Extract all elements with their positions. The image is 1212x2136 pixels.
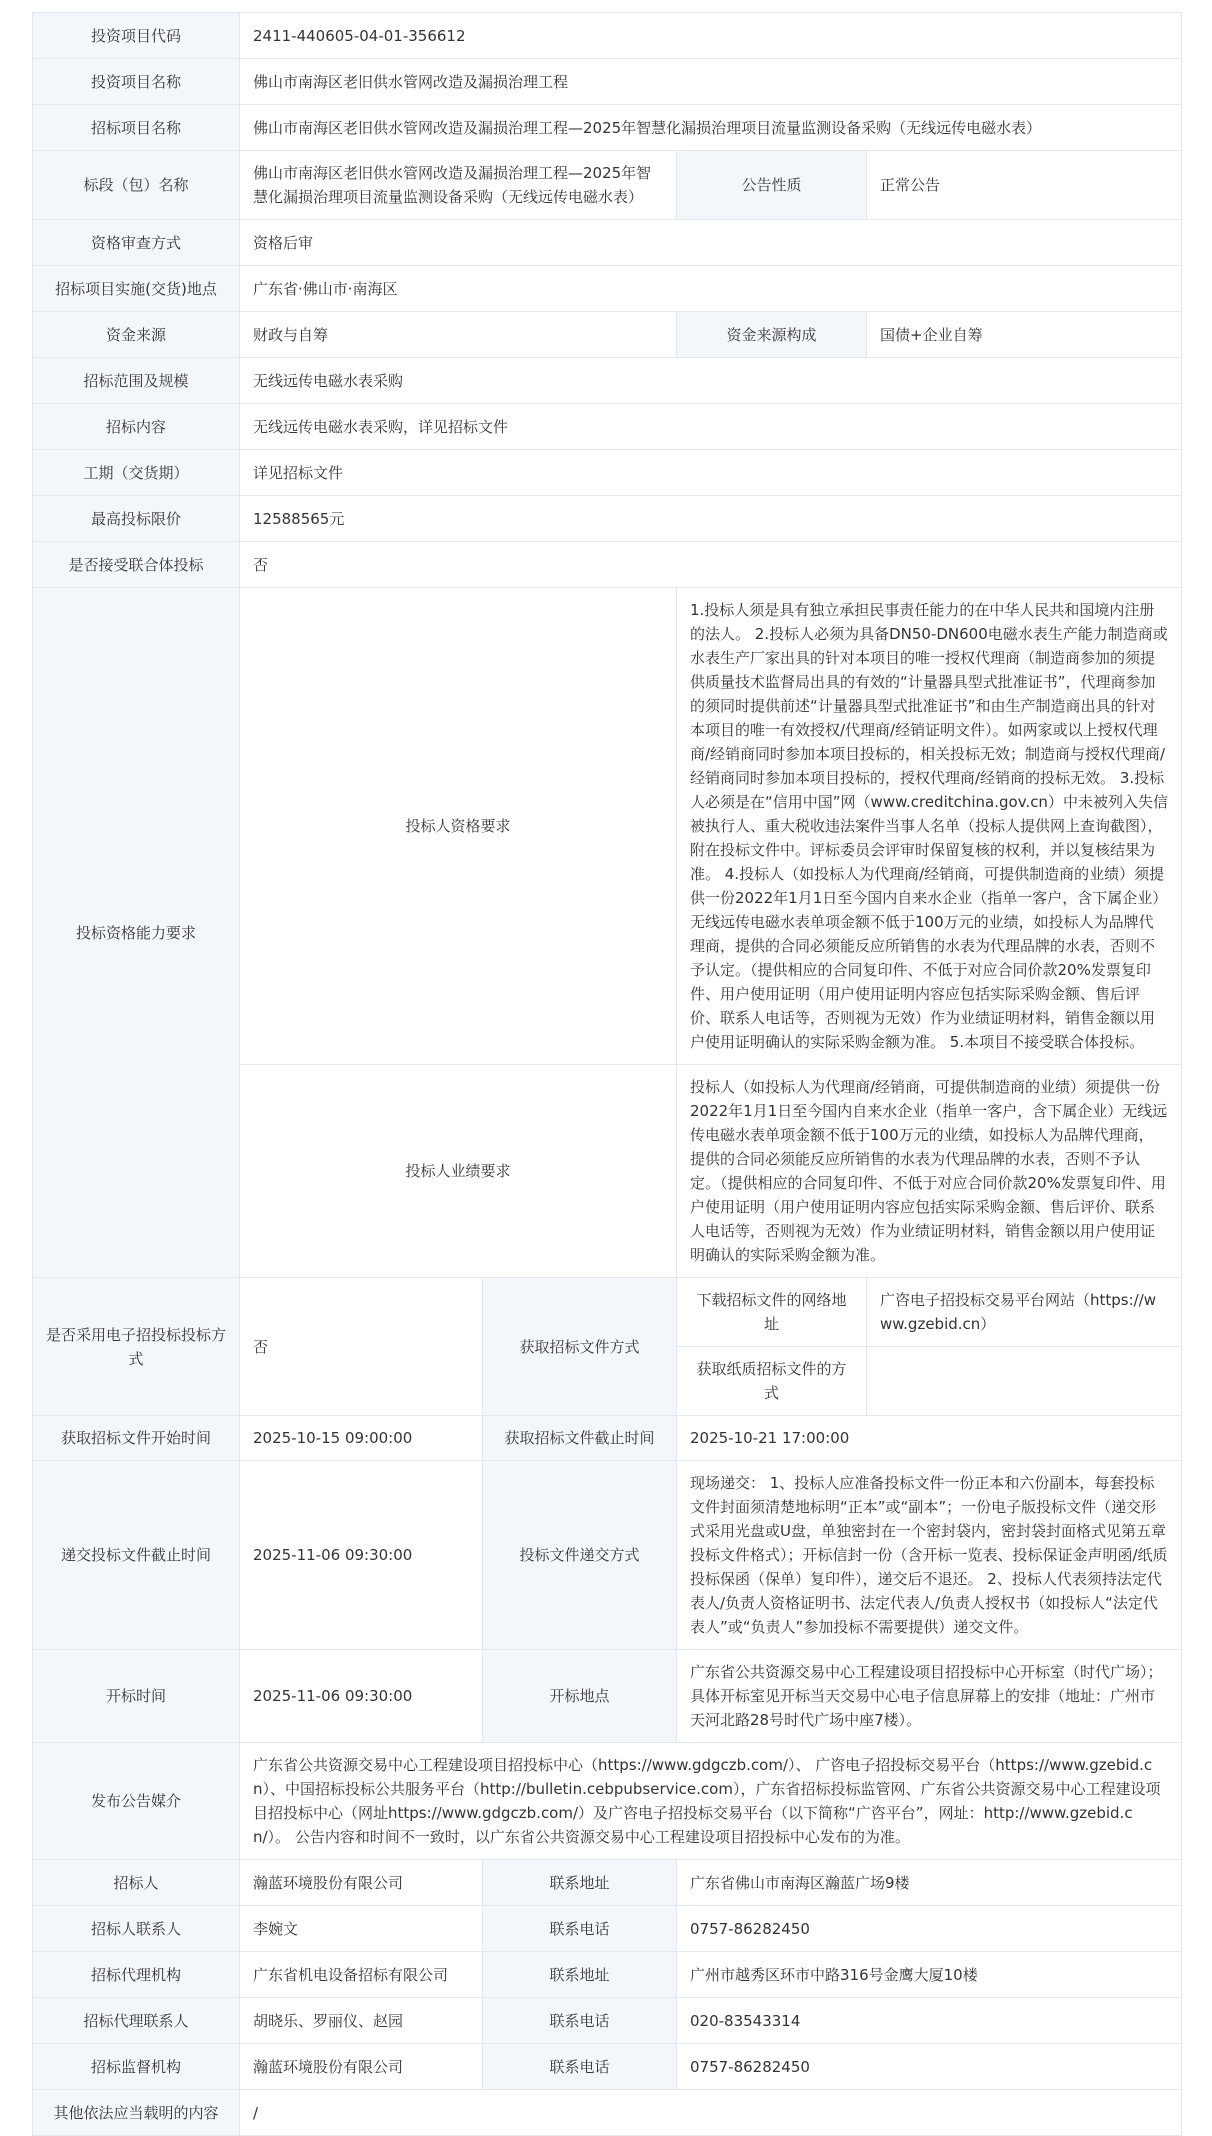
- duration-label: 工期（交货期）: [33, 450, 240, 496]
- agency-value: 广东省机电设备招标有限公司: [240, 1952, 483, 1998]
- submit-method-value: 现场递交： 1、投标人应准备投标文件一份正本和六份副本，每套投标文件封面须清楚地标明“正本”或“副本”；一份电子版投标文件（递交形式采用光盘或U盘，单独密封在一个密封袋内，密封袋封面格式见第五章投标文件格式）；开标信封一份（含开标一览表、投标保证金声明函/纸质投标保函（保单）复印件），递交后不退还。 2、投标人代表须持法定代表人/负责人资格证明书、法定代表人/负责人授权书（如投标人“法定代表人”或“负责人”参加投标不需要提供）递交文件。: [677, 1461, 1182, 1650]
- obtain-end-value: 2025-10-21 17:00:00: [677, 1416, 1182, 1461]
- qualification-review-label: 资格审查方式: [33, 220, 240, 266]
- row-content: [33, 404, 1182, 450]
- row-media: [33, 1743, 1182, 1860]
- row-consortium: [33, 542, 1182, 588]
- row-tenderer: [33, 1860, 1182, 1906]
- row-project-name: [33, 59, 1182, 105]
- duration-value: 详见招标文件: [240, 450, 1182, 496]
- row-duration: [33, 450, 1182, 496]
- submit-method-label: 投标文件递交方式: [483, 1461, 677, 1650]
- agency-contact-value: 胡晓乐、罗丽仪、赵园: [240, 1998, 483, 2044]
- electronic-label: 是否采用电子招投标投标方式: [33, 1278, 240, 1416]
- fund-composition-label: 资金来源构成: [677, 312, 867, 358]
- row-tenderer-contact: [33, 1906, 1182, 1952]
- row-scope: [33, 358, 1182, 404]
- submit-deadline-label: 递交投标文件截止时间: [33, 1461, 240, 1650]
- row-location: [33, 266, 1182, 312]
- bidder-qualification-value: 1.投标人须是具有独立承担民事责任能力的在中华人民共和国境内注册的法人。 2.投标人必须为具备DN50-DN600电磁水表生产能力制造商或水表生产厂家出具的针对本项目的唯一授权代理商（制造商参加的须提供质量技术监督局出具的有效的“计量器具型式批准证书”，代理商参加的须同时提供前述“计量器具型式批准证书”和由生产制造商出具的针对本项目的唯一有效授权/代理商/经销证明文件）。如两家或以上授权代理商/经销商同时参加本项目投标的，相关投标无效；制造商与授权代理商/经销商同时参加本项目投标的，授权代理商/经销商的投标无效。 3.投标人必须是在“信用中国”网（www.creditchina.gov.cn）中未被列入失信被执行人、重大税收违法案件当事人名单（投标人提供网上查询截图），附在投标文件中。评标委员会评审时保留复核的权利，并以复核结果为准。 4.投标人（如投标人为代理商/经销商，可提供制造商的业绩）须提供一份2022年1月1日至今国内自来水企业（指单一客户，含下属企业）无线远传电磁水表单项金额不低于100万元的业绩，如投标人为品牌代理商，提供的合同必须能反应所销售的水表为代理品牌的水表，否则不予认定。（提供相应的合同复印件、不低于对应合同价款20%发票复印件、用户使用证明（用户使用证明内容应包括实际采购金额、售后评价、联系人电话等，否则视为无效）作为业绩证明材料，销售金额以用户使用证明确认的实际采购金额为准。 5.本项目不接受联合体投标。: [677, 588, 1182, 1065]
- agency-phone-value: 020-83543314: [677, 1998, 1182, 2044]
- bidder-performance-value: 投标人（如投标人为代理商/经销商，可提供制造商的业绩）须提供一份2022年1月1日至今国内自来水企业（指单一客户，含下属企业）无线远传电磁水表单项金额不低于100万元的业绩，如投标人为品牌代理商，提供的合同必须能反应所销售的水表为代理品牌的水表，否则不予认定。（提供相应的合同复印件、不低于对应合同价款20%发票复印件、用户使用证明（用户使用证明内容应包括实际采购金额、售后评价、联系人电话等，否则视为无效）作为业绩证明材料，销售金额以用户使用证明确认的实际采购金额为准。: [677, 1065, 1182, 1278]
- content-value: 无线远传电磁水表采购，详见招标文件: [240, 404, 1182, 450]
- section-name-label: 标段（包）名称: [33, 151, 240, 220]
- opening-place-value: 广东省公共资源交易中心工程建设项目招投标中心开标室（时代广场）；具体开标室见开标当天交易中心电子信息屏幕上的安排（地址：广州市天河北路28号时代广场中座7楼）。: [677, 1650, 1182, 1743]
- fund-source-value: 财政与自筹: [240, 312, 677, 358]
- paper-method-value: [867, 1347, 1182, 1416]
- agency-address-label: 联系地址: [483, 1952, 677, 1998]
- project-name-value: 佛山市南海区老旧供水管网改造及漏损治理工程: [240, 59, 1182, 105]
- row-electronic-download: [33, 1278, 1182, 1347]
- tenderer-value: 瀚蓝环境股份有限公司: [240, 1860, 483, 1906]
- max-price-label: 最高投标限价: [33, 496, 240, 542]
- supervisor-label: 招标监督机构: [33, 2044, 240, 2090]
- row-tender-project-name: [33, 105, 1182, 151]
- bidder-qualification-label: 投标人资格要求: [240, 588, 677, 1065]
- project-code-value: 2411-440605-04-01-356612: [240, 13, 1182, 59]
- tender-info-table: [32, 12, 1182, 2136]
- notice-nature-value: 正常公告: [867, 151, 1182, 220]
- row-fund-source: [33, 312, 1182, 358]
- media-label: 发布公告媒介: [33, 1743, 240, 1860]
- electronic-value: 否: [240, 1278, 483, 1416]
- obtain-method-label: 获取招标文件方式: [483, 1278, 677, 1416]
- project-name-label: 投资项目名称: [33, 59, 240, 105]
- tenderer-phone-value: 0757-86282450: [677, 1906, 1182, 1952]
- row-max-price: [33, 496, 1182, 542]
- qualification-review-value: 资格后审: [240, 220, 1182, 266]
- tenderer-address-label: 联系地址: [483, 1860, 677, 1906]
- content-label: 招标内容: [33, 404, 240, 450]
- obtain-start-value: 2025-10-15 09:00:00: [240, 1416, 483, 1461]
- row-project-code: [33, 13, 1182, 59]
- row-submit: [33, 1461, 1182, 1650]
- supervisor-value: 瀚蓝环境股份有限公司: [240, 2044, 483, 2090]
- supervisor-phone-label: 联系电话: [483, 2044, 677, 2090]
- opening-time-value: 2025-11-06 09:30:00: [240, 1650, 483, 1743]
- consortium-label: 是否接受联合体投标: [33, 542, 240, 588]
- notice-nature-label: 公告性质: [677, 151, 867, 220]
- opening-time-label: 开标时间: [33, 1650, 240, 1743]
- scope-value: 无线远传电磁水表采购: [240, 358, 1182, 404]
- agency-contact-label: 招标代理联系人: [33, 1998, 240, 2044]
- tender-project-name-label: 招标项目名称: [33, 105, 240, 151]
- agency-address-value: 广州市越秀区环市中路316号金鹰大厦10楼: [677, 1952, 1182, 1998]
- download-address-value: 广咨电子招投标交易平台网站（https://www.gzebid.cn）: [867, 1278, 1182, 1347]
- paper-method-label: 获取纸质招标文件的方式: [677, 1347, 867, 1416]
- tender-project-name-value: 佛山市南海区老旧供水管网改造及漏损治理工程—2025年智慧化漏损治理项目流量监测设备采购（无线远传电磁水表）: [240, 105, 1182, 151]
- scope-label: 招标范围及规模: [33, 358, 240, 404]
- tenderer-contact-label: 招标人联系人: [33, 1906, 240, 1952]
- agency-label: 招标代理机构: [33, 1952, 240, 1998]
- row-qualification-review: [33, 220, 1182, 266]
- row-bidder-qualification: [33, 588, 1182, 1065]
- download-address-label: 下载招标文件的网络地址: [677, 1278, 867, 1347]
- row-supervisor: [33, 2044, 1182, 2090]
- agency-phone-label: 联系电话: [483, 1998, 677, 2044]
- fund-composition-value: 国债+企业自筹: [867, 312, 1182, 358]
- location-value: 广东省·佛山市·南海区: [240, 266, 1182, 312]
- fund-source-label: 资金来源: [33, 312, 240, 358]
- tenderer-contact-value: 李婉文: [240, 1906, 483, 1952]
- tenderer-phone-label: 联系电话: [483, 1906, 677, 1952]
- bidder-performance-label: 投标人业绩要求: [240, 1065, 677, 1278]
- tender-notice-wrapper: [32, 12, 1181, 2136]
- max-price-value: 12588565元: [240, 496, 1182, 542]
- other-label: 其他依法应当载明的内容: [33, 2090, 240, 2136]
- row-obtain-time: [33, 1416, 1182, 1461]
- media-value: 广东省公共资源交易中心工程建设项目招投标中心（https://www.gdgczb.com/）、 广咨电子招投标交易平台（https://www.gzebid.cn）、中国招标投标公共服务平台（http://bulletin.cebpubservice.com），广东省招标投标监管网、广东省公共资源交易中心工程建设项目招投标中心（网址https://www.gdgczb.com/）及广咨电子招投标交易平台（以下简称“广咨平台”，网址：http://www.gzebid.cn/）。 公告内容和时间不一致时，以广东省公共资源交易中心工程建设项目招投标中心发布的为准。: [240, 1743, 1182, 1860]
- tenderer-label: 招标人: [33, 1860, 240, 1906]
- tenderer-address-value: 广东省佛山市南海区瀚蓝广场9楼: [677, 1860, 1182, 1906]
- row-section-name: [33, 151, 1182, 220]
- location-label: 招标项目实施(交货)地点: [33, 266, 240, 312]
- submit-deadline-value: 2025-11-06 09:30:00: [240, 1461, 483, 1650]
- project-code-label: 投资项目代码: [33, 13, 240, 59]
- supervisor-phone-value: 0757-86282450: [677, 2044, 1182, 2090]
- row-agency: [33, 1952, 1182, 1998]
- capability-label: 投标资格能力要求: [33, 588, 240, 1278]
- row-agency-contact: [33, 1998, 1182, 2044]
- row-opening: [33, 1650, 1182, 1743]
- obtain-end-label: 获取招标文件截止时间: [483, 1416, 677, 1461]
- opening-place-label: 开标地点: [483, 1650, 677, 1743]
- consortium-value: 否: [240, 542, 1182, 588]
- obtain-start-label: 获取招标文件开始时间: [33, 1416, 240, 1461]
- row-other: [33, 2090, 1182, 2136]
- section-name-value: 佛山市南海区老旧供水管网改造及漏损治理工程—2025年智慧化漏损治理项目流量监测设备采购（无线远传电磁水表）: [240, 151, 677, 220]
- other-value: /: [240, 2090, 1182, 2136]
